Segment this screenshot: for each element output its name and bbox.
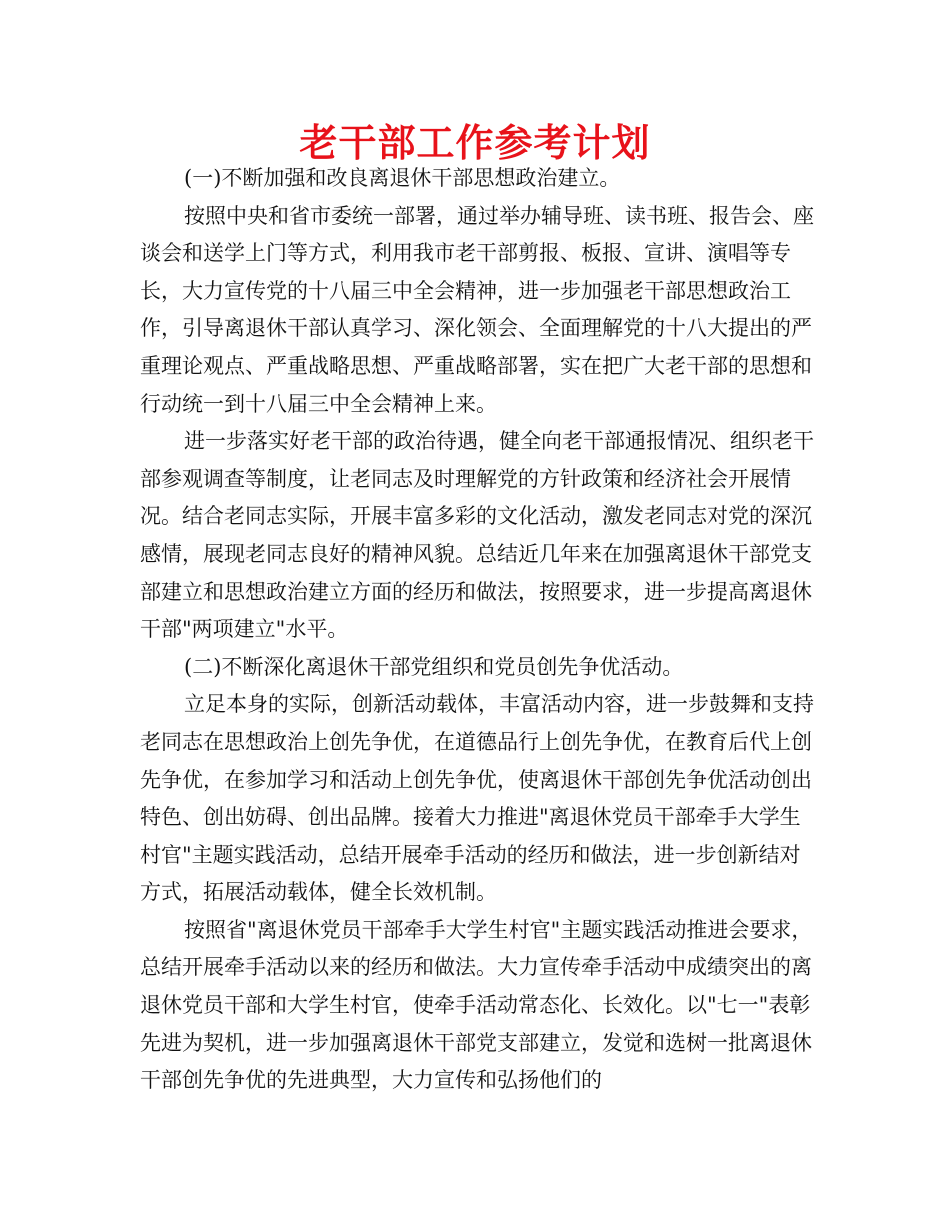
paragraph: 按照省"离退休党员干部牵手大学生村官"主题实践活动推进会要求，总结开展牵手活动以来的经历和做法。大力宣传牵手活动中成绩突出的离退休党员干部和大学生村官，使牵手活动常态化、长效化。以"七一"表彰先进为契机，进一步加强离退休干部党支部建立，发觉和选树一批离退休干部创先争优的先进典型，大力宣传和弘扬他们的 [140,917,813,1093]
document-title: 老干部工作参考计划 [299,121,651,165]
paragraph: 进一步落实好老干部的政治待遇，健全向老干部通报情况、组织老干部参观调查等制度，让老同志及时理解党的方针政策和经济社会开展情况。结合老同志实际，开展丰富多彩的文化活动，激发老同志对党的深沉感情，展现老同志良好的精神风貌。总结近几年来在加强离退休干部党支部建立和思想政治建立方面的经历和做法，按照要求，进一步提高离退休干部"两项建立"水平。 [140,429,814,642]
paragraph: 按照中央和省市委统一部署，通过举办辅导班、读书班、报告会、座谈会和送学上门等方式，利用我市老干部剪报、板报、宣讲、演唱等专长，大力宣传党的十八届三中全会精神，进一步加强老干部思想政治工作，引导离退休干部认真学习、深化领会、全面理解党的十八大提出的严重理论观点、严重战略思想、严重战略部署，实在把广大老干部的思想和行动统一到十八届三中全会精神上来。 [140,203,814,416]
paragraph-heading-2: (二)不断深化离退休干部党组织和党员创先争优活动。 [184,654,684,679]
paragraph-heading-1: (一)不断加强和改良离退休干部思想政治建立。 [184,166,621,190]
paragraph: 立足本身的实际，创新活动载体，丰富活动内容，进一步鼓舞和支持老同志在思想政治上创先争优，在道德品行上创先争优，在教育后代上创先争优，在参加学习和活动上创先争优，使离退休干部创先争优活动创出特色、创出妨碍、创出品牌。接着大力推进"离退休党员干部牵手大学生村官"主题实践活动，总结开展牵手活动的经历和做法，进一步创新结对方式，拓展活动载体，健全长效机制。 [140,692,814,905]
document-body [140,160,820,1100]
